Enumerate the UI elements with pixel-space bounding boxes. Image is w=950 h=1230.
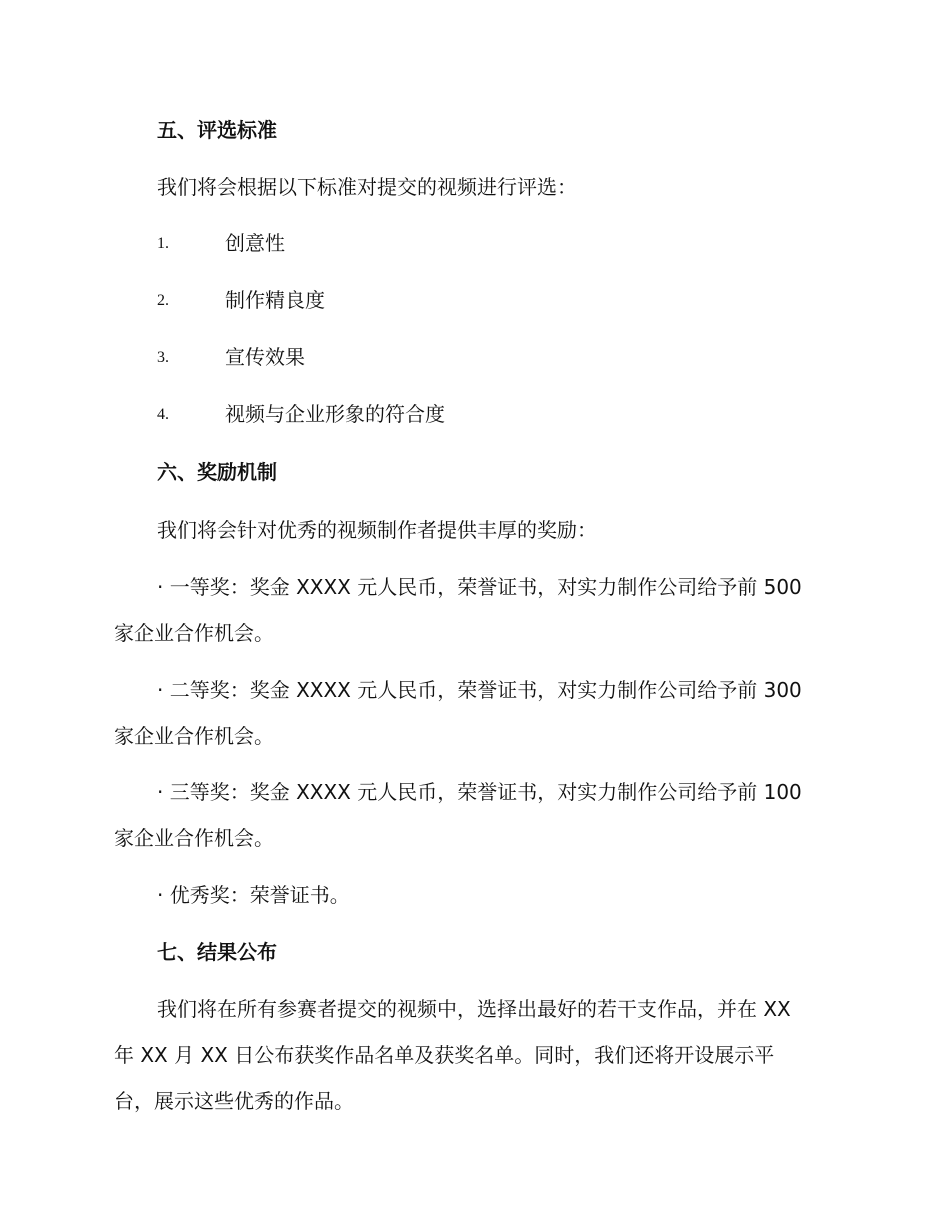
list-number: 1.	[157, 235, 169, 252]
list-number: 2.	[157, 292, 169, 309]
list-number: 3.	[157, 349, 169, 366]
results-line: 年 XX 月 XX 日公布获奖作品名单及获奖名单。同时，我们还将开设展示平	[114, 1043, 775, 1067]
list-item-text: 创意性	[225, 231, 285, 255]
list-item-text: 视频与企业形象的符合度	[225, 402, 445, 426]
results-line: 我们将在所有参赛者提交的视频中，选择出最好的若干支作品，并在 XX	[157, 997, 791, 1021]
list-number: 4.	[157, 406, 169, 423]
evaluation-intro: 我们将会根据以下标准对提交的视频进行评选：	[157, 175, 577, 199]
section-heading-results: 七、结果公布	[157, 940, 277, 964]
results-line: 台，展示这些优秀的作品。	[114, 1089, 354, 1113]
prize-line: 家企业合作机会。	[114, 724, 274, 748]
prize-line: · 优秀奖：荣誉证书。	[157, 883, 350, 907]
section-heading-evaluation: 五、评选标准	[157, 118, 277, 142]
rewards-intro: 我们将会针对优秀的视频制作者提供丰厚的奖励：	[157, 518, 597, 542]
prize-line: 家企业合作机会。	[114, 826, 274, 850]
prize-line: · 二等奖：奖金 XXXX 元人民币，荣誉证书，对实力制作公司给予前 300	[157, 678, 802, 702]
prize-line: · 三等奖：奖金 XXXX 元人民币，荣誉证书，对实力制作公司给予前 100	[157, 780, 802, 804]
prize-line: · 一等奖：奖金 XXXX 元人民币，荣誉证书，对实力制作公司给予前 500	[157, 575, 802, 599]
section-heading-rewards: 六、奖励机制	[157, 460, 277, 484]
list-item-text: 制作精良度	[225, 288, 325, 312]
list-item-text: 宣传效果	[225, 345, 305, 369]
prize-line: 家企业合作机会。	[114, 621, 274, 645]
